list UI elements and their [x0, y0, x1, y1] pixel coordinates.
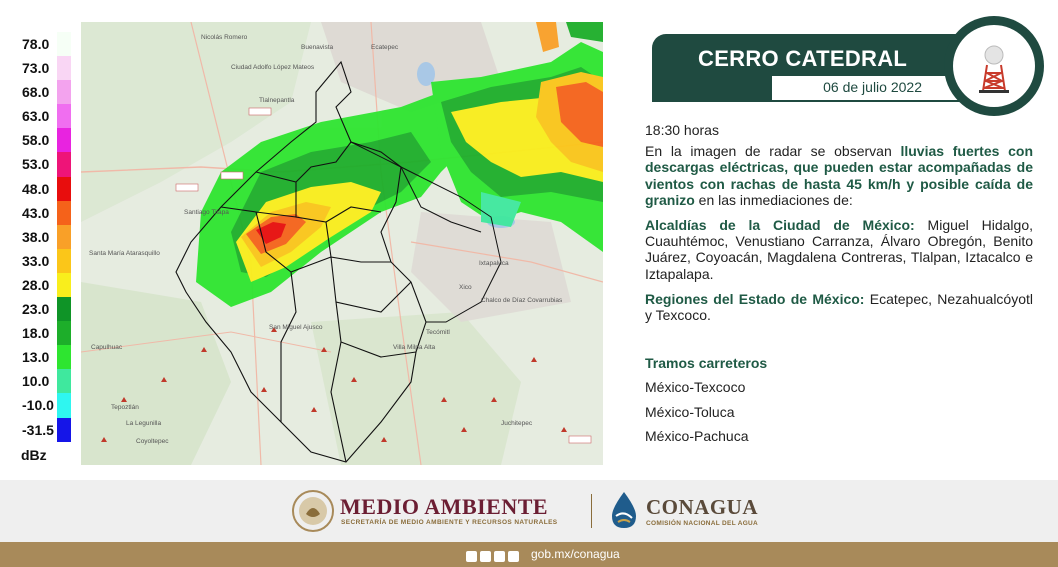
scale-swatch — [57, 393, 71, 417]
scale-value: 63.0 — [22, 108, 50, 125]
map-place-label: Chalco de Díaz Covarrubias — [481, 297, 563, 304]
scale-value: -31.5 — [22, 421, 54, 438]
scale-value: 53.0 — [22, 156, 50, 173]
scale-row — [18, 201, 78, 225]
scale-row — [18, 273, 78, 297]
map-place-label: Tecómitl — [426, 329, 450, 336]
scale-swatch — [57, 369, 71, 393]
radar-map-canvas — [81, 22, 603, 465]
facebook-icon[interactable] — [466, 551, 477, 562]
org1-subtitle: SECRETARÍA DE MEDIO AMBIENTE Y RECURSOS NATURALES — [341, 519, 558, 526]
youtube-icon[interactable] — [508, 551, 519, 562]
route-item: México-Toluca — [645, 403, 735, 420]
intro-text-end: en las inmediaciones de: — [694, 191, 853, 208]
map-place-label: La Legunilla — [126, 420, 162, 427]
conagua-logo-icon — [606, 490, 642, 530]
website-link[interactable]: gob.mx/conagua — [531, 547, 620, 561]
footer — [0, 480, 1058, 542]
coat-of-arms-icon — [292, 490, 334, 532]
scale-swatch — [57, 321, 71, 345]
cdmx-paragraph — [645, 217, 1033, 282]
scale-value: 48.0 — [22, 180, 50, 197]
scale-value: 38.0 — [22, 228, 50, 245]
map-place-label: Tlalnepantla — [259, 97, 295, 104]
scale-row — [18, 128, 78, 152]
edomex-title: Regiones del Estado de México: — [645, 290, 865, 307]
bottom-bar — [0, 542, 1058, 567]
scale-row — [18, 393, 78, 417]
scale-swatch — [57, 177, 71, 201]
intro-highlight: lluvias fuertes con descargas eléctricas, que pueden estar acompañadas de vientos con rachas de hasta 45 km/h y posible caída de granizo — [645, 143, 1033, 208]
scale-row — [18, 32, 78, 56]
intro-text: En la imagen de radar se observan — [645, 143, 901, 160]
scale-row — [18, 56, 78, 80]
scale-swatch — [57, 56, 71, 80]
map-place-label: Buenavista — [301, 44, 334, 51]
scale-value: 10.0 — [22, 373, 50, 390]
scale-unit-label: dBz — [21, 447, 47, 463]
map-place-label: Santa María Atarasquillo — [89, 250, 160, 257]
map-place-label: Xico — [459, 284, 472, 291]
org2-subtitle: COMISIÓN NACIONAL DEL AGUA — [646, 520, 759, 527]
map-place-label: Coyoltepec — [136, 438, 169, 445]
scale-swatch — [57, 80, 71, 104]
scale-swatch — [57, 32, 71, 56]
map-place-label: San Miguel Ajusco — [269, 324, 323, 331]
scale-swatch — [57, 152, 71, 176]
scale-swatch — [57, 418, 71, 442]
map-place-label: Capulhuac — [91, 344, 123, 351]
station-banner — [652, 34, 972, 102]
bulletin-content — [645, 122, 1033, 452]
map-place-label: Juchitepec — [501, 420, 533, 427]
scale-value: 33.0 — [22, 252, 50, 269]
scale-row — [18, 104, 78, 128]
radar-map — [81, 22, 603, 465]
social-links — [466, 548, 522, 562]
cdmx-list: Miguel Hidalgo, Cuauhtémoc, Venustiano Carranza, Álvaro Obregón, Benito Juárez, Coyoacán, Magdalena Contreras, Tlalpan, Iztacalco e Iztapalapa. — [645, 217, 1034, 282]
report-date: 06 de julio 2022 — [817, 78, 928, 96]
badge-inner — [953, 25, 1035, 107]
scale-row — [18, 369, 78, 393]
scale-swatch — [57, 128, 71, 152]
radar-tower-icon — [953, 25, 1035, 107]
scale-value: 58.0 — [22, 132, 50, 149]
scale-row — [18, 297, 78, 321]
map-place-label: Ciudad Adolfo López Mateos — [231, 64, 315, 71]
route-item: México-Texcoco — [645, 379, 746, 396]
scale-row — [18, 321, 78, 345]
cdmx-title: Alcaldías de la Ciudad de México: — [645, 217, 915, 234]
edomex-paragraph — [645, 291, 1033, 323]
report-time: 18:30 horas — [645, 122, 719, 138]
scale-swatch — [57, 297, 71, 321]
scale-row — [18, 152, 78, 176]
map-place-label: Nicolás Romero — [201, 34, 248, 41]
map-place-label: Ixtapaluca — [479, 260, 509, 267]
instagram-icon[interactable] — [494, 551, 505, 562]
scale-value: -10.0 — [22, 397, 54, 414]
scale-swatch — [57, 201, 71, 225]
scale-value: 13.0 — [22, 349, 50, 366]
scale-value: 28.0 — [22, 276, 50, 293]
map-place-label: Santiago Tilapa — [184, 209, 229, 216]
intro-paragraph — [645, 143, 1033, 208]
map-place-label: Ecatepec — [371, 44, 399, 51]
scale-value: 73.0 — [22, 60, 50, 77]
station-badge — [944, 16, 1044, 116]
scale-row — [18, 225, 78, 249]
logo-divider — [591, 494, 592, 528]
map-place-label: Tepoztlán — [111, 404, 139, 411]
scale-value: 68.0 — [22, 84, 50, 101]
scale-value: 23.0 — [22, 301, 50, 318]
scale-value: 43.0 — [22, 204, 50, 221]
scale-row — [18, 177, 78, 201]
scale-row — [18, 345, 78, 369]
scale-row — [18, 249, 78, 273]
scale-swatch — [57, 273, 71, 297]
scale-row — [18, 418, 78, 442]
scale-row — [18, 80, 78, 104]
scale-value: 18.0 — [22, 325, 50, 342]
routes-title: Tramos carreteros — [645, 355, 768, 372]
route-item: México-Pachuca — [645, 427, 749, 444]
twitter-icon[interactable] — [480, 551, 491, 562]
radar-color-scale — [18, 32, 78, 442]
scale-swatch — [57, 225, 71, 249]
edomex-list: Ecatepec, Nezahualcóyotl y Texcoco. — [645, 290, 1033, 324]
scale-swatch — [57, 104, 71, 128]
map-place-label: Villa Milpa Alta — [393, 344, 436, 351]
scale-swatch — [57, 249, 71, 273]
station-title: CERRO CATEDRAL — [698, 46, 908, 71]
scale-value: 78.0 — [22, 36, 50, 52]
scale-swatch — [57, 345, 71, 369]
org2-title: CONAGUA — [646, 495, 758, 519]
org1-title: MEDIO AMBIENTE — [340, 494, 549, 519]
